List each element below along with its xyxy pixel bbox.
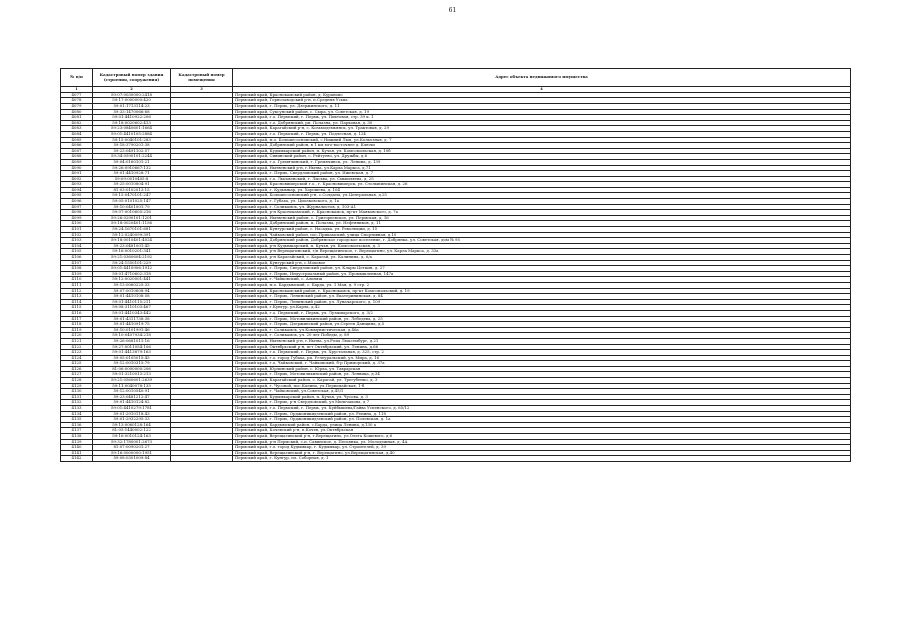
building-cadastral-number: 59:01:4410343:442 [93, 310, 171, 316]
row-number: 4112 [61, 288, 93, 294]
building-cadastral-number: 59:01:4311738:38 [93, 316, 171, 322]
property-address: Пермский край, Нытвенский р-н, г.Нытва, ул.Розы Люксембург, д.21 [233, 338, 851, 344]
property-address: Пермский край, Краснокамский район, д. Кураново [233, 92, 851, 98]
header-building-cadastral: Кадастровый номер здания (строения, сооружения) [93, 69, 171, 87]
row-number: 4105 [61, 249, 93, 255]
property-address: Пермский край, Добрянский район, п. Полазна, ул. Нефтяников, д. 11 [233, 221, 851, 227]
building-cadastral-number: 59:12:0010315:79 [93, 361, 171, 367]
row-number: 4079 [61, 103, 93, 109]
building-cadastral-number: 59:05:0105015:45 [93, 355, 171, 361]
property-address: Пермский край, г. Чайковский, с. Альняш [233, 277, 851, 283]
building-cadastral-number: 59:08:0301009:84 [93, 456, 171, 462]
property-address: Пермский край, г. Соликамск, ул. Журналистов, д. 103-А1 [233, 204, 851, 210]
row-number: 4080 [61, 109, 93, 115]
property-registry-table [60, 68, 851, 462]
property-address: Пермский край, Красновишерский г.о., г. Красновишерск, ул. Столыпинская, д. 26 [233, 182, 851, 188]
property-address: Пермский край, г. Пермь, Индустриальный район, ул. Промышленная, 147а [233, 271, 851, 277]
property-address: Пермский край, р-н Карагайский, с. Карагай, ул. Калинина, д. 6/а [233, 255, 851, 261]
building-cadastral-number: 59:04:0160101:21 [93, 159, 171, 165]
row-number: 4087 [61, 148, 93, 154]
row-number: 4094 [61, 187, 93, 193]
property-address: Пермский край, Добрянский район, в 1 км юго-восточнее д. Ключи [233, 143, 851, 149]
property-address: Пермский край, г. Пермь, ул. Дзержинского, д. 11 [233, 103, 851, 109]
property-address: Пермский край, Суксунский район, с. Сыра, ул. Советская, д. 19 [233, 109, 851, 115]
row-number: 4082 [61, 120, 93, 126]
building-cadastral-number: 59:13:0060128:164 [93, 422, 171, 428]
building-cadastral-number: 59:10:0401001:79 [93, 204, 171, 210]
building-cadastral-number: 59:01:1713114:23 [93, 103, 171, 109]
row-number: 4113 [61, 294, 93, 300]
row-number: 4118 [61, 322, 93, 328]
building-cadastral-number: 59:26:0681011:16 [93, 338, 171, 344]
row-number: 4096 [61, 199, 93, 205]
property-address: Пермский край, г. Соликамск, ул. 20 лет Победы, д. 89 [233, 333, 851, 339]
row-number: 4106 [61, 255, 93, 261]
property-address: Пермский край, Карагайский р-н, с. Козьмодемьянск, ул. Трактовая, д. 29 [233, 126, 851, 132]
building-cadastral-number: 59:21:0360604:2192 [93, 255, 171, 261]
row-number: 4083 [61, 126, 93, 132]
header-number: № п/п [61, 69, 93, 87]
row-number: 4114 [61, 299, 93, 305]
building-cadastral-number: 59:05:0101025:147 [93, 199, 171, 205]
row-number: 4095 [61, 193, 93, 199]
row-number: 4117 [61, 316, 93, 322]
property-address: Пермский край, Юрлинский район, с. Юрла, ул. Таврарская [233, 366, 851, 372]
building-cadastral-number: 59:18:0020401:1156 [93, 221, 171, 227]
row-number: 4078 [61, 98, 93, 104]
row-number: 4115 [61, 305, 93, 311]
column-index: 1 [61, 87, 93, 93]
row-number: 4133 [61, 406, 93, 412]
row-number: 4091 [61, 171, 93, 177]
property-address: Пермский край, г.о. город Губаха, рп. Углеуральский, ул. Мира, д. 16 [233, 355, 851, 361]
table-header-row [61, 69, 851, 87]
row-number: 4139 [61, 439, 93, 445]
building-cadastral-number: 59:32:1780001:2673 [93, 439, 171, 445]
property-address: Пермский край, Краснокамский район, г. Краснокамск, пр-кт Комсомольский, д. 19 [233, 288, 851, 294]
page-number: 61 [448, 7, 457, 14]
column-index: 2 [93, 87, 171, 93]
building-cadastral-number: 59:26:0910667:132 [93, 165, 171, 171]
building-cadastral-number: 59:01:4410928:71 [93, 171, 171, 177]
building-cadastral-number: 59:01:4410105:2884 [93, 131, 171, 137]
row-number: 4109 [61, 271, 93, 277]
property-address: Пермский край, Горнозаводский р-н, п.Средняя Усьва [233, 98, 851, 104]
building-cadastral-number: 59:13:0060225:33 [93, 282, 171, 288]
building-cadastral-number: 59:17:0000000:420 [93, 98, 171, 104]
property-address: Пермский край, р-н Верещагинский, г/п Верещагинское, г. Верещагино, ул. Карла Маркса, д. 33а [233, 249, 851, 255]
building-cadastral-number: 59:12:0010540:91 [93, 389, 171, 395]
row-number: 4099 [61, 215, 93, 221]
property-address: Пермский край, г. Пермь, Мотовилихинский район, ул. Лебедева, д. 25 [233, 316, 851, 322]
property-address: Пермский край, Кунгурский район, с. Насадка, ул. Революции, д. 15 [233, 227, 851, 233]
row-number: 4088 [61, 154, 93, 160]
row-number: 4142 [61, 456, 93, 462]
row-number: 4102 [61, 232, 93, 238]
property-address: Пермский край, г. Пермь, Орджоникидзевский район, ул. Полевская, д. 1а [233, 417, 851, 423]
building-cadastral-number: 59:01:4710602:318 [93, 271, 171, 277]
row-number: 4125 [61, 361, 93, 367]
row-number: 4136 [61, 422, 93, 428]
property-address: Пермский край, р-н Кудымкарский, п. Кучья, ул. Комсомольская, д. 3 [233, 243, 851, 249]
property-address: Пермский край, г. Чусовой, пос.Калино, ул.Первомайская, 1-б [233, 383, 851, 389]
property-address: Пермский край, р-н Краснокамский, г. Краснокамск, пр-кт Маяковского, д. 7а [233, 210, 851, 216]
property-address: Пермский край, г. Пермь, Ленинский район, ул. Екатерининская, д. 84 [233, 294, 851, 300]
property-address: Пермский край, г.о. Чайковский, г. Чайковский, б-р Приморский, д. 37а [233, 361, 851, 367]
property-address: Пермский край, г. Губаха, ул. Циолковского, д. 1а [233, 199, 851, 205]
row-number: 4089 [61, 159, 93, 165]
row-number: 4098 [61, 210, 93, 216]
row-number: 4100 [61, 221, 93, 227]
row-number: 4116 [61, 310, 93, 316]
row-number: 4101 [61, 227, 93, 233]
row-number: 4127 [61, 372, 93, 378]
property-address: Пермский край, г. Соликамск, ул.Коммунистическая, д.46а [233, 327, 851, 333]
row-number: 4124 [61, 355, 93, 361]
row-number: 4120 [61, 333, 93, 339]
row-number: 4132 [61, 400, 93, 406]
row-number: 4084 [61, 131, 93, 137]
property-address: Пермский край, г.о. Лысьвенский, г. Лысьва, ул. Смышляева, д. 25 [233, 176, 851, 182]
property-address: Пермский край, г. Пермь, Свердловский район, ул. Ижевская, д. 7 [233, 171, 851, 177]
property-address: Пермский край, г.о. город Кудымкар, г. Кудымкар, ул. Строителей, д. 39 [233, 445, 851, 451]
building-cadastral-number: 59:18:0010401:4024 [93, 238, 171, 244]
property-address: Пермский край, р-н Пермский, с.п. Савинское, д. Песьянка, ул. Молодежная, д. 4А [233, 439, 851, 445]
building-cadastral-number: 59:01:4410108:58 [93, 294, 171, 300]
property-address: Пермский край, Чайковский район, пос.Прикамский, улица Спортивная, д.10 [233, 232, 851, 238]
property-address: Пермский край, г. Кудымкар, ул. Хорошева, д. 104 [233, 187, 851, 193]
building-cadastral-number: 59:01:3210013:213 [93, 372, 171, 378]
property-address: Пермский край, г. Пермь, Дзержинский район, ул.Сергея Данщина, д.5 [233, 322, 851, 328]
table-row [61, 456, 851, 462]
property-address: Пермский край, г. Пермь, Ленинский район, ул. Луначарского, д. 109 [233, 299, 851, 305]
row-number: 4108 [61, 266, 93, 272]
building-cadastral-number: 59:09:0010405:8 [93, 176, 171, 182]
building-cadastral-number: 59:23:0491102:57 [93, 148, 171, 154]
building-cadastral-number: 59:33:1470066:68 [93, 109, 171, 115]
property-address: Пермский край, г.Кунгур, ул.Карла, д.42 [233, 305, 851, 311]
table-body [61, 92, 851, 461]
premises-cadastral-number [171, 456, 233, 462]
building-cadastral-number: 81:06:0000000:206 [93, 366, 171, 372]
property-address: Пермский край, г.о. Пермский, г. Пермь, ул. Куйбышева/Гайва Успенского, д. 65/12 [233, 406, 851, 412]
row-number: 4090 [61, 165, 93, 171]
building-cadastral-number: 59:15:0040101:283 [93, 137, 171, 143]
building-cadastral-number: 59:01:4410124:82 [93, 400, 171, 406]
property-address: Пермский край, Кудымкарский район, п. Кучья, ул. Чусова, д. 3 [233, 394, 851, 400]
property-address: Пермский край, м.о. Бардымский, с. Барда, ул. 1 Мая, д. 9 стр. 2 [233, 282, 851, 288]
building-cadastral-number: 59:27:0011054:106 [93, 344, 171, 350]
property-address: Пермский край, г. Пермь, р-н Свердловский, ул Мильчакова, д 7 [233, 400, 851, 406]
row-number: 4077 [61, 92, 93, 98]
row-number: 4081 [61, 115, 93, 121]
column-index: 3 [171, 87, 233, 93]
row-number: 4137 [61, 428, 93, 434]
building-cadastral-number: 59:01:4410922:206 [93, 115, 171, 121]
row-number: 4121 [61, 338, 93, 344]
property-address: Пермский край, г.о. Добрянский, рп. Полазна, ул. Парковая, д. 30 [233, 120, 851, 126]
building-cadastral-number: 59:01:4410906:1912 [93, 266, 171, 272]
building-cadastral-number: 59:12:0240099:391 [93, 232, 171, 238]
property-address: Пермский край, г. Чайковский, ул.Советская, д.45/1 [233, 389, 851, 395]
row-number: 4103 [61, 238, 93, 244]
property-address: Пермский край, Большесосновский р-н, с.Солдаты, ул.Центральная, д.25 [233, 193, 851, 199]
row-number: 4107 [61, 260, 93, 266]
building-cadastral-number: 59:01:4410115:211 [93, 299, 171, 305]
row-number: 4123 [61, 350, 93, 356]
property-address: Пермский край, г. Пермь, Мотовилихинский район, ул. Ленвица, д.34 [233, 372, 851, 378]
property-address: Пермский край, Кочевский р-н, п.Кочев, ул.Октябрьская [233, 428, 851, 434]
row-number: 4135 [61, 417, 93, 423]
building-cadastral-number: 59:10:0407934:218 [93, 333, 171, 339]
row-number: 4092 [61, 176, 93, 182]
row-number: 4126 [61, 366, 93, 372]
building-cadastral-number: 59:11:0040078:135 [93, 383, 171, 389]
row-number: 4140 [61, 445, 93, 451]
property-address: Пермский край, Кунгурский р-н, с.Моховое [233, 260, 851, 266]
building-cadastral-number: 59:01:2932295:33 [93, 417, 171, 423]
property-address: Пермский край, г. Кунгур, пл. Соборная, д. 1 [233, 456, 851, 462]
row-number: 4097 [61, 204, 93, 210]
building-cadastral-number: 59:12:0020001:441 [93, 277, 171, 283]
building-cadastral-number: 59:34:0590101:2244 [93, 154, 171, 160]
property-address: Пермский край, г.о. Пермский, г. Пермь, ул. Лузышарского, д. 3/2 [233, 310, 851, 316]
building-cadastral-number: 81:03:0102013:15 [93, 187, 171, 193]
building-cadastral-number: 59:23:0840601:1664 [93, 126, 171, 132]
building-cadastral-number: 59:18:3790201:38 [93, 143, 171, 149]
property-address: Пермский край, Карагайский район, с. Карагай, ул. Трегубенко, д. 3 [233, 378, 851, 384]
property-address: Пермский край, Добрянский район, Добрянское городское поселение, г. Добрянка, ул. Советская, дом № 95 [233, 238, 851, 244]
row-number: 4138 [61, 434, 93, 440]
building-cadastral-number: 59:26:0290101:1201 [93, 215, 171, 221]
row-number: 4134 [61, 411, 93, 417]
building-cadastral-number: 59:18:0020602:413 [93, 120, 171, 126]
building-cadastral-number: 59:01:4410919:75 [93, 322, 171, 328]
header-premises-cadastral: Кадастровый номер помещения [171, 69, 233, 87]
column-index: 4 [233, 87, 851, 93]
building-cadastral-number: 59:01:4410279:1781 [93, 406, 171, 412]
row-number: 4130 [61, 389, 93, 395]
property-address: Пермский край, г. Пермь, Орджоникидзевский район, ул. Репина, д. 118 [233, 411, 851, 417]
property-address: Пермский край, Кудымкарский район, п. Кучья, ул. Комсомольская, д. 10б [233, 148, 851, 154]
property-address: Пермский край, Октябрьский р-н, пгт Октябрьский, ул. Ленина, д.66 [233, 344, 851, 350]
building-cadastral-number: 59:15:0470101:247 [93, 193, 171, 199]
building-cadastral-number: 59:01:4413879:163 [93, 350, 171, 356]
row-number: 4086 [61, 143, 93, 149]
row-number: 4093 [61, 182, 93, 188]
row-number: 4119 [61, 327, 93, 333]
property-address: Пермский край, Сивинский район, с. Рейтуево, ул. Дружбы, д.6 [233, 154, 851, 160]
row-number: 4110 [61, 277, 93, 283]
row-number: 4131 [61, 394, 93, 400]
building-cadastral-number: 59:25:0010804:91 [93, 182, 171, 188]
property-address: Пермский край, г.о. Гремячинский, г. Гремячинск, ул. Ленина, д. 139 [233, 159, 851, 165]
header-address: Адрес объекта недвижимого имущества [233, 69, 851, 87]
building-cadastral-number: 59:16:0000000:1951 [93, 450, 171, 456]
building-cadastral-number: 59:07:0030000:2418 [93, 92, 171, 98]
building-cadastral-number: 59:16:0010124:163 [93, 434, 171, 440]
property-address: Пермский край, г. Пермь, Свердловский район, ул. Клары Цеткин, д. 27 [233, 266, 851, 272]
row-number: 4141 [61, 450, 93, 456]
building-cadastral-number: 59:01:2910118:43 [93, 411, 171, 417]
building-cadastral-number: 59:16:0010201:341 [93, 249, 171, 255]
property-address: Пермский край, г.о. Пермский, г. Пермь, ул. Пихтовая, стр. 39 к. 1 [233, 115, 851, 121]
building-cadastral-number: 59:10:0101991:46 [93, 327, 171, 333]
property-address: Пермский край, Нытвенский район, с. Григорьевское, ул. Пермская, д. 16 [233, 215, 851, 221]
property-address: Пермский край, Бардымский район, с.Барда, улица Ленина, д.130 а [233, 422, 851, 428]
building-cadastral-number: 59:07:0010605:216 [93, 210, 171, 216]
building-cadastral-number: 59:24:1670101:681 [93, 227, 171, 233]
row-number: 4122 [61, 344, 93, 350]
row-number: 4128 [61, 378, 93, 384]
property-address: Пермский край, Верещагинский р-н, г.Верещагино, ул.Олега Кошевого, д.6 [233, 434, 851, 440]
building-cadastral-number: 59:21:0560601:2639 [93, 378, 171, 384]
building-cadastral-number: 59:07:0010608:94 [93, 288, 171, 294]
row-number: 4111 [61, 282, 93, 288]
property-address: Пермский край, Нытвенский р-н, г.Нытва, ул.Карла Маркса, д.71 [233, 165, 851, 171]
building-cadastral-number: 59:23:0481212:47 [93, 394, 171, 400]
row-number: 4129 [61, 383, 93, 389]
property-address: Пермский край, Верещагинский р-н, г. Верещагино, ул.Верещагинская, д.40 [233, 450, 851, 456]
building-cadastral-number: 81:05:1440002:122 [93, 428, 171, 434]
property-address: Пермский край, г.о. Пермский, г. Пермь, ул. Хрустальная, д. 325, стр. 2 [233, 350, 851, 356]
property-address: Пермский край, м.о. Большесосновский, с.Нижний Лып, ул.Колхозная, д. 7 [233, 137, 851, 143]
row-number: 4104 [61, 243, 93, 249]
building-cadastral-number: 59:08:3110103:467 [93, 305, 171, 311]
row-number: 4085 [61, 137, 93, 143]
building-cadastral-number: 59:24:1550101:229 [93, 260, 171, 266]
building-cadastral-number: 81:07:0090201:27 [93, 445, 171, 451]
building-cadastral-number: 59:23:0481001:45 [93, 243, 171, 249]
property-address: Пермский край, г.о. Пермский, г. Пермь, ул. Подлесная, д. 124 [233, 131, 851, 137]
